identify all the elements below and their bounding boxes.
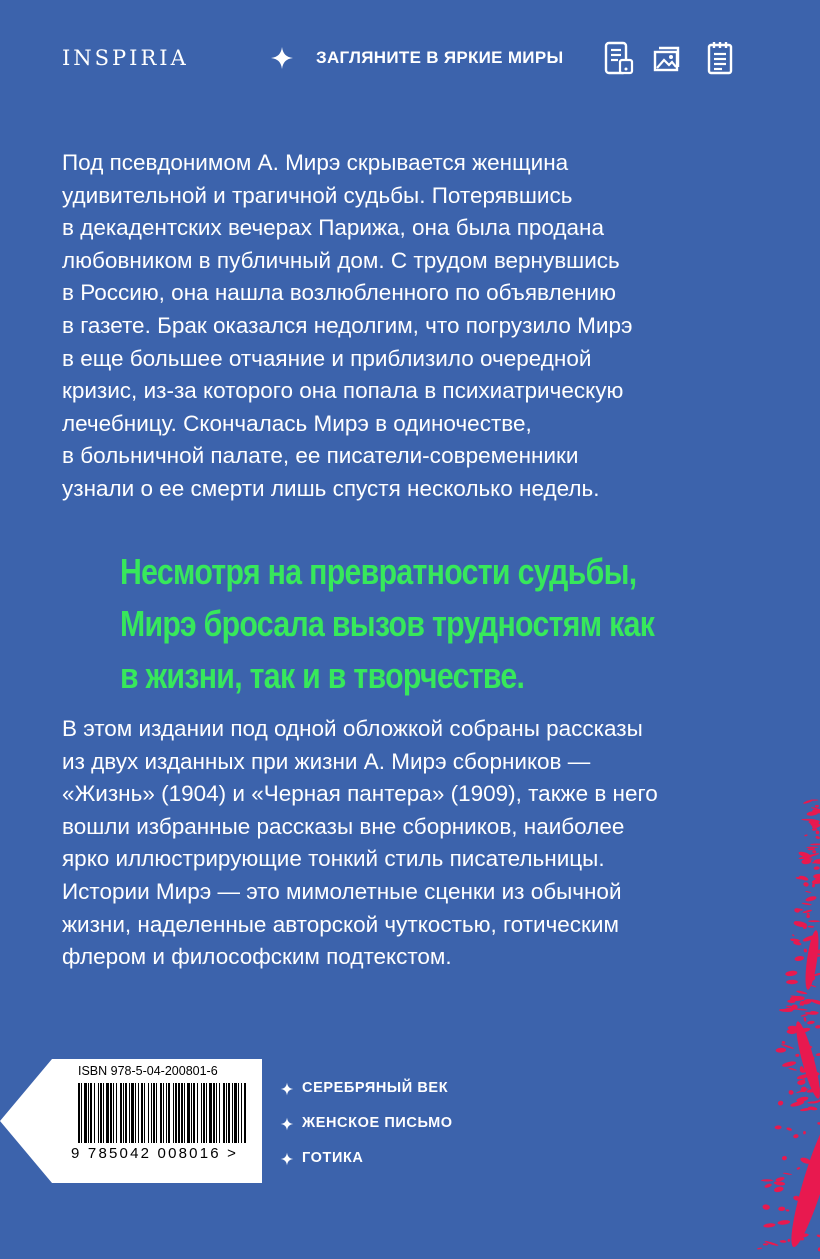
barcode-bar <box>178 1083 180 1143</box>
text-line: в газете. Брак оказался недолгим, что погрузило Мирэ <box>62 312 633 338</box>
splatter-blob <box>783 1172 793 1175</box>
splatter-blob <box>816 830 820 834</box>
barcode-bar <box>135 1083 136 1143</box>
splatter-blob <box>774 1181 786 1186</box>
splatter-blob <box>794 955 804 961</box>
barcode-bar <box>116 1083 117 1143</box>
splatter-blob <box>815 805 819 808</box>
barcode-bar <box>163 1083 164 1143</box>
splatter-blob <box>801 819 816 821</box>
splatter-blob <box>785 970 798 977</box>
barcode-bar <box>223 1083 225 1143</box>
barcode-bar <box>153 1083 155 1143</box>
splatter-blob <box>800 1014 808 1017</box>
splatter-blob <box>805 895 817 902</box>
splatter-blob <box>775 1048 786 1053</box>
barcode <box>78 1083 250 1147</box>
barcode-bar <box>203 1083 205 1143</box>
splatter-blob <box>764 1183 772 1189</box>
splatter-blob <box>815 1025 820 1029</box>
splatter-blob <box>792 934 795 936</box>
quote-line: Мирэ бросала вызов трудностям как <box>120 603 655 644</box>
splatter-blob <box>801 902 812 906</box>
barcode-bar <box>197 1083 198 1143</box>
splatter-blob <box>806 914 810 918</box>
book-description <box>62 713 762 974</box>
splatter-blob <box>786 1209 790 1212</box>
splatter-blob <box>763 1243 768 1245</box>
barcode-bar <box>106 1083 109 1143</box>
barcode-bar <box>125 1083 127 1143</box>
splatter-blob <box>807 1020 815 1025</box>
barcode-bar <box>228 1083 230 1143</box>
splatter-blob <box>787 1239 790 1242</box>
quote-line: Несмотря на превратности судьбы, <box>120 551 637 592</box>
text-line: жизни, наделенные авторской чуткостью, готическим <box>62 911 619 937</box>
text-line: любовником в публичный дом. С трудом вернувшись <box>62 247 620 273</box>
splatter-blob <box>812 828 818 831</box>
splatter-blob <box>761 1179 773 1181</box>
barcode-bar <box>151 1083 152 1143</box>
isbn-text: ISBN 978-5-04-200801-6 <box>78 1064 218 1078</box>
text-line: узнали о ее смерти лишь спустя несколько недель. <box>62 475 600 501</box>
quote-line: в жизни, так и в творчестве. <box>120 655 525 696</box>
splatter-blob <box>803 882 809 887</box>
text-line: в декадентских вечерах Парижа, она была продана <box>62 215 604 241</box>
barcode-bar <box>129 1083 130 1143</box>
sparkle-icon <box>280 1117 294 1131</box>
splatter-blob <box>781 1041 785 1044</box>
text-line: удивительной и трагичной судьбы. Потерявшись <box>62 182 573 208</box>
barcode-bar <box>187 1083 190 1143</box>
splatter-blob <box>798 875 809 882</box>
author-biography <box>62 147 762 506</box>
splatter-blob <box>804 834 808 837</box>
ebook-icon <box>602 40 636 76</box>
splatter-blob <box>757 1247 763 1249</box>
splatter-blob <box>802 909 812 914</box>
splatter-blob <box>808 920 820 922</box>
text-line: кризис, из-за которого она попала в психиатрическую <box>62 378 624 404</box>
pull-quote <box>120 546 666 702</box>
text-line: флером и философским подтекстом. <box>62 944 452 970</box>
barcode-bar <box>98 1083 99 1143</box>
barcode-bar <box>213 1083 215 1143</box>
barcode-bar <box>141 1083 143 1143</box>
barcode-bar <box>88 1083 89 1143</box>
splatter-blob <box>808 926 815 928</box>
splatter-blob <box>781 1155 787 1160</box>
splatter-blob <box>775 1125 782 1129</box>
text-line: В этом издании под одной обложкой собраны рассказы <box>62 716 643 741</box>
splatter-blob <box>796 1167 800 1170</box>
barcode-bar <box>166 1083 167 1143</box>
barcode-bar <box>120 1083 122 1143</box>
barcode-bar <box>193 1083 195 1143</box>
barcode-bar <box>131 1083 134 1143</box>
splatter-blob <box>816 1053 820 1057</box>
splatter-blob <box>807 848 815 850</box>
checklist-icon <box>704 40 738 76</box>
splatter-blob <box>812 850 816 853</box>
splatter-blob <box>796 990 807 995</box>
barcode-bar <box>110 1083 112 1143</box>
splatter-blob <box>764 1240 778 1246</box>
barcode-bar <box>84 1083 87 1143</box>
barcode-bar <box>113 1083 114 1143</box>
splatter-blob <box>810 998 820 1006</box>
splatter-blob <box>788 1067 797 1071</box>
barcode-bar <box>90 1083 92 1143</box>
barcode-bar <box>244 1083 246 1143</box>
text-line: Под псевдонимом А. Мирэ скрывается женщина <box>62 150 569 175</box>
barcode-bar <box>206 1083 207 1143</box>
tag-label: ЖЕНСКОЕ ПИСЬМО <box>302 1115 453 1131</box>
splatter-blob <box>778 1206 785 1211</box>
splatter-blob <box>786 1127 792 1132</box>
splatter-blob <box>803 948 807 953</box>
splatter-blob <box>805 891 812 894</box>
barcode-bar <box>103 1083 104 1143</box>
barcode-bar <box>94 1083 95 1143</box>
publisher-logo: INSPIRIA <box>62 46 189 70</box>
splatter-blob <box>762 1204 770 1211</box>
text-line: из двух изданных при жизни А. Мирэ сборников — <box>62 748 591 774</box>
barcode-bar <box>144 1083 145 1143</box>
barcode-digits: 9 785042 008016 > <box>71 1145 239 1162</box>
barcode-bar <box>160 1083 162 1143</box>
barcode-bar <box>234 1083 237 1143</box>
splatter-blob <box>786 980 798 985</box>
splatter-blob <box>795 1054 799 1058</box>
barcode-bar <box>226 1083 227 1143</box>
splatter-blob <box>784 1110 820 1250</box>
barcode-bar <box>81 1083 82 1143</box>
barcode-bar <box>238 1083 239 1143</box>
sparkle-icon <box>270 46 294 70</box>
barcode-bar <box>209 1083 212 1143</box>
barcode-bar <box>216 1083 217 1143</box>
splatter-blob <box>816 1234 820 1238</box>
splatter-blob <box>806 913 809 915</box>
text-line: «Жизнь» (1904) и «Черная пантера» (1909), также в него <box>62 781 658 807</box>
picture-icon <box>652 40 686 76</box>
barcode-bar <box>241 1083 242 1143</box>
barcode-bar <box>184 1083 185 1143</box>
barcode-bar <box>219 1083 220 1143</box>
tag-label: ГОТИКА <box>302 1150 364 1166</box>
sparkle-icon <box>280 1082 294 1096</box>
text-line: в еще большее отчаяние и приблизило очередной <box>62 345 592 371</box>
splatter-blob <box>793 1134 799 1139</box>
text-line: ярко иллюстрирующие тонкий стиль писательницы. <box>62 846 605 872</box>
text-line: вошли избранные рассказы вне сборников, наиболее <box>62 813 625 839</box>
text-line: в больничной палате, ее писатели-современники <box>62 443 579 469</box>
splatter-blob <box>773 1186 784 1193</box>
splatter-blob <box>813 874 820 880</box>
barcode-card <box>0 1059 262 1183</box>
splatter-blob <box>782 1060 797 1067</box>
splatter-blob <box>775 1176 785 1182</box>
barcode-bar <box>138 1083 139 1143</box>
barcode-bar <box>148 1083 149 1143</box>
splatter-blob <box>763 1223 776 1228</box>
splatter-blob <box>807 1101 818 1104</box>
splatter-blob <box>814 866 820 870</box>
splatter-blob <box>806 847 818 848</box>
splatter-blob <box>777 1220 790 1226</box>
series-tagline: ЗАГЛЯНИТЕ В ЯРКИЕ МИРЫ <box>316 48 564 67</box>
barcode-bar <box>123 1083 124 1143</box>
text-line: Истории Мирэ — это мимолетные сценки из обычной <box>62 878 622 904</box>
splatter-blob <box>793 1008 807 1011</box>
splatter-blob <box>810 843 820 845</box>
splatter-blob <box>777 1100 784 1106</box>
splatter-blob <box>803 799 814 804</box>
splatter-blob <box>803 1131 806 1134</box>
barcode-bar <box>156 1083 157 1143</box>
splatter-blob <box>803 1017 806 1022</box>
barcode-bar <box>201 1083 202 1143</box>
barcode-bar <box>100 1083 102 1143</box>
barcode-bar <box>168 1083 170 1143</box>
header <box>62 40 742 80</box>
splatter-blob <box>780 1240 787 1243</box>
text-line: в Россию, она нашла возлюбленного по объявлению <box>62 280 616 306</box>
splatter-blob <box>815 836 820 840</box>
splatter-blob <box>788 1089 794 1095</box>
barcode-bar <box>232 1083 233 1143</box>
barcode-bar <box>191 1083 192 1143</box>
barcode-bar <box>78 1083 80 1143</box>
barcode-bar <box>173 1083 174 1143</box>
tag-label: СЕРЕБРЯНЫЙ ВЕК <box>302 1080 449 1096</box>
sparkle-icon <box>280 1152 294 1166</box>
barcode-bar <box>181 1083 183 1143</box>
barcode-bar <box>175 1083 177 1143</box>
text-line: лечебницу. Скончалась Мирэ в одиночестве, <box>62 410 532 436</box>
